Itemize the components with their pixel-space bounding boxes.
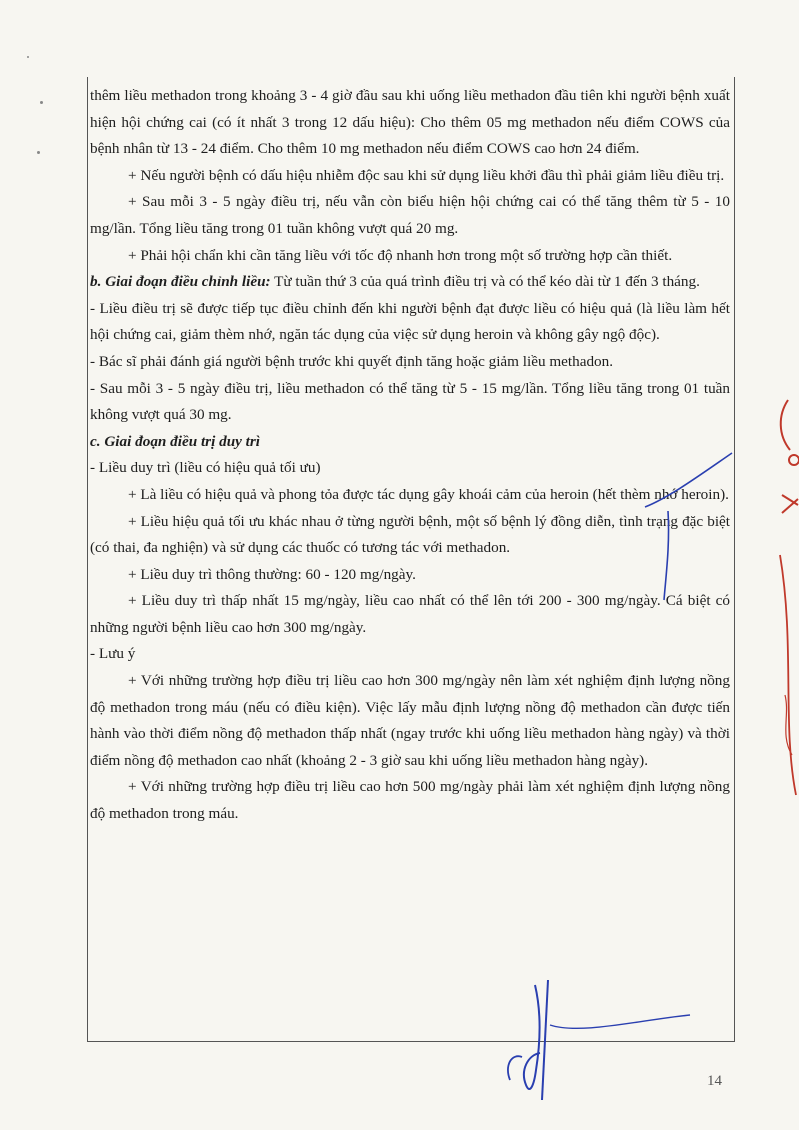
- note-label: - Lưu ý: [90, 645, 136, 663]
- stamp-icon: [760, 395, 799, 815]
- signature-icon: [500, 975, 700, 1105]
- list-item: - Sau mỗi 3 - 5 ngày điều trị, liều methadon có thể tăng từ 5 - 15 mg/lần. Tổng liều tăng trong 01 tuần không vượt quá 30 mg.: [90, 379, 730, 424]
- paragraph: + Sau mỗi 3 - 5 ngày điều trị, nếu vẫn còn biểu hiện hội chứng cai có thể tăng thêm từ 5 - 10 mg/lần. Tổng liều tăng trong 01 tuần không vượt quá 20 mg.: [90, 193, 730, 237]
- scan-speck: [37, 151, 40, 154]
- maintenance-label: - Liều duy trì (liều có hiệu quả tối ưu): [90, 459, 321, 477]
- list-item: - Bác sĩ phải đánh giá người bệnh trước khi quyết định tăng hoặc giảm liều methadon.: [90, 352, 614, 370]
- paragraph: + Nếu người bệnh có dấu hiệu nhiễm độc sau khi sử dụng liều khởi đầu thì phải giảm liều điều trị.: [128, 166, 725, 184]
- section-b: [90, 269, 730, 296]
- scan-speck: [40, 101, 43, 104]
- ink-mark-arrow: [640, 445, 740, 605]
- list-item: + Với những trường hợp điều trị liều cao hơn 300 mg/ngày nên làm xét nghiệm định lượng nồng độ methadon trong máu (nếu có điều kiện). Việc lấy mẫu định lượng nồng độ methadon cần được tiến hành vào thời điểm nồng độ methadon thấp nhất (ngay trước khi uống liều methadon hàng ngày) và thời điểm nồng độ methadon cao nhất (khoảng 2 - 3 giờ sau khi uống liều methadon hàng ngày).: [90, 672, 730, 769]
- scan-speck: [27, 56, 29, 58]
- section-b-text: Từ tuần thứ 3 của quá trình điều trị và có thể kéo dài từ 1 đến 3 tháng.: [270, 273, 700, 291]
- list-item: - Liều điều trị sẽ được tiếp tục điều chỉnh đến khi người bệnh đạt được liều có hiệu quả (là liều làm hết hội chứng cai, giảm thèm nhớ, ngăn tác dụng của việc sử dụng heroin và không gây ngộ độc).: [90, 299, 730, 344]
- section-b-heading: b. Giai đoạn điều chỉnh liều:: [90, 273, 271, 291]
- paragraph: + Phải hội chẩn khi cần tăng liều với tốc độ nhanh hơn trong một số trường hợp cần thiết.: [128, 246, 673, 264]
- list-item: + Với những trường hợp điều trị liều cao hơn 500 mg/ngày phải làm xét nghiệm định lượng nồng độ methadon trong máu.: [90, 778, 730, 823]
- page-number: 14: [707, 1073, 722, 1089]
- list-item: + Liều duy trì thông thường: 60 - 120 mg/ngày.: [128, 565, 416, 583]
- section-c-heading: c. Giai đoạn điều trị duy trì: [90, 432, 261, 450]
- paragraph: thêm liều methadon trong khoảng 3 - 4 giờ đầu sau khi uống liều methadon đầu tiên khi người bệnh xuất hiện hội chứng cai (có ít nhất 3 trong 12 dấu hiệu): Cho thêm 05 mg methadon nếu điểm COWS của bệnh nhân từ 13 - 24 điểm. Cho thêm 10 mg methadon nếu điểm COWS cao hơn 24 điểm.: [90, 87, 730, 158]
- list-item: + Là liều có hiệu quả và phong tỏa được tác dụng gây khoái cảm của heroin (hết thèm nhớ heroin).: [128, 485, 729, 503]
- document-body: [90, 83, 730, 828]
- list-item: + Liều hiệu quả tối ưu khác nhau ở từng người bệnh, một số bệnh lý đồng diễn, tình trạng đặc biệt (có thai, đa nghiện) và sử dụng các thuốc có tương tác với methadon.: [90, 512, 730, 557]
- list-item: + Liều duy trì thấp nhất 15 mg/ngày, liều cao nhất có thể lên tới 200 - 300 mg/ngày. Cá biệt có những người bệnh liều cao hơn 300 mg/ngày.: [90, 592, 730, 636]
